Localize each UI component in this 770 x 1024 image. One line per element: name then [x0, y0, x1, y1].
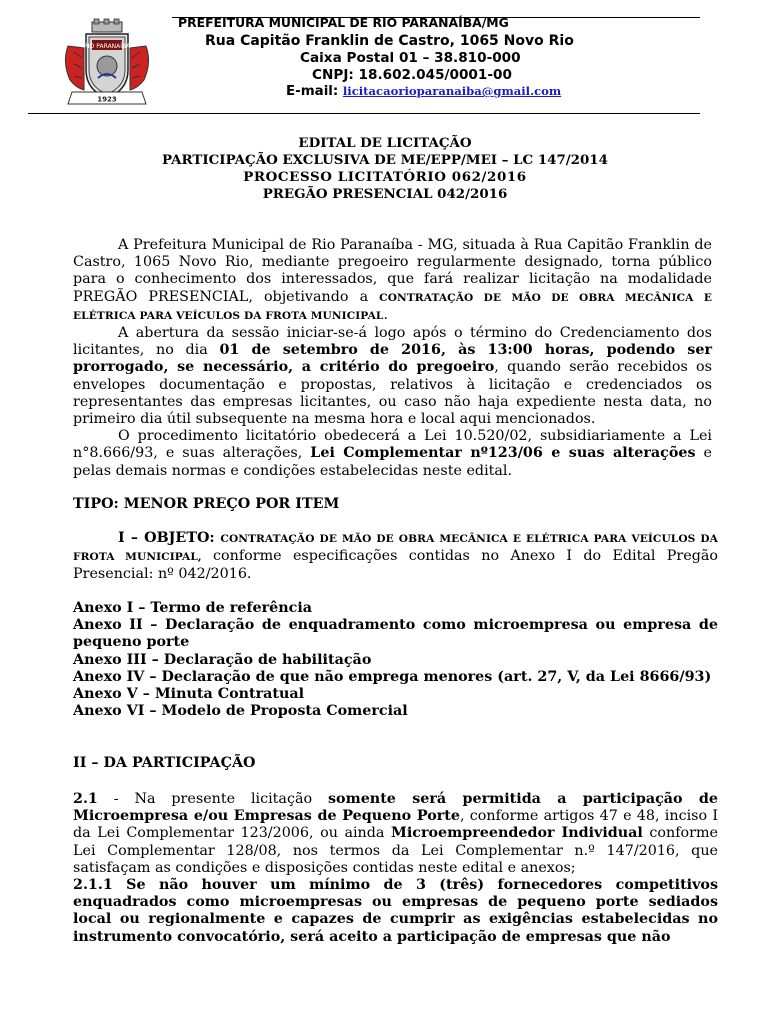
header-caixa-postal: Caixa Postal 01 – 38.810-000	[300, 50, 521, 66]
anexos-list	[73, 600, 718, 720]
intro-p2-bold: 01 de setembro de 2016, às 13:00 horas, podendo ser prorrogado, se necessário, a critério do pregoeiro	[73, 342, 712, 376]
section-2-1-1: 2.1.1 Se não houver um mínimo de 3 (três) fornecedores competitivos enquadrados como microempresas ou empresas de pequeno porte sediados local ou regionalmente e capazes de cumprir as exigências estabelecidas no instrumento convocatório, será aceito a participação de empresas que não	[73, 877, 718, 945]
section-2-1	[73, 791, 718, 877]
intro-p2-start: A abertura da sessão iniciar-se-á logo após o término do Credenciamento dos licitantes, no dia	[73, 325, 712, 359]
intro-paragraph-3	[73, 428, 712, 480]
header-address: Rua Capitão Franklin de Castro, 1065 Novo Rio	[205, 33, 574, 49]
tipo-heading: TIPO: MENOR PREÇO POR ITEM	[73, 496, 340, 512]
header-title: PREFEITURA MUNICIPAL DE RIO PARANAÍBA/MG	[178, 15, 509, 30]
coat-of-arms-icon	[58, 18, 156, 110]
intro-p3-bold: Lei Complementar nº123/06 e suas alterações	[310, 445, 696, 462]
objeto-label: I – OBJETO:	[118, 530, 215, 546]
participacao-section	[73, 791, 718, 946]
anexo-item: Anexo I – Termo de referência	[73, 600, 313, 616]
intro-section	[73, 237, 712, 480]
section-2-1-bold-d: Microempreendedor Individual	[391, 825, 643, 842]
intro-paragraph-1	[73, 237, 712, 325]
participation-title: PARTICIPAÇÃO EXCLUSIVA DE ME/EPP/MEI – LC 147/2014	[162, 152, 608, 168]
intro-p1-end: .	[383, 306, 389, 323]
intro-p1-text: A Prefeitura Municipal de Rio Paranaíba - MG, situada à Rua Capitão Franklin de Castro, 1065 Novo Rio, mediante pregoeiro regularmente designado, torna público para o conhecimento dos interessados, que fará realizar licitação na modalidade PREGÃO PRESENCIAL, objetivando a	[73, 237, 712, 305]
anexo-item: Anexo III – Declaração de habilitação	[73, 651, 372, 668]
intro-p2-end: , quando serão recebidos os envelopes documentação e propostas, relativos à licitação e credenciados os representantes das empresas licitantes, ou caso não haja expediente nesta data, no primeiro dia útil subsequente na mesma hora e local aqui mencionados.	[73, 359, 712, 428]
anexo-item: Anexo VI – Modelo de Proposta Comercial	[73, 703, 408, 720]
anexo-item: Anexo IV – Declaração de que não emprega menores (art. 27, V, da Lei 8666/93)	[73, 668, 712, 685]
intro-p3-end: e pelas demais normas e condições estabelecidas neste edital.	[73, 445, 712, 479]
intro-p1-object: CONTRATAÇÃO DE MÃO DE OBRA MECÂNICA E ELÉTRICA PARA VEÍCULOS DA FROTA MUNICIPAL	[73, 291, 712, 322]
section-2-1-number: 2.1	[73, 791, 98, 807]
email-label: E-mail:	[286, 84, 339, 99]
objeto-bold: CONTRATAÇÃO DE MÃO DE OBRA MECÂNICA E ELÉTRICA PARA VEÍCULOS DA FROTA MUNICIPAL,	[73, 533, 718, 564]
objeto-text: conforme especificações contidas no Anexo I do Edital Pregão Presencial: nº 042/2016.	[73, 548, 718, 583]
header-email-row	[286, 82, 561, 101]
process-number: PROCESSO LICITATÓRIO 062/2016	[243, 169, 527, 185]
edital-title: EDITAL DE LICITAÇÃO	[298, 135, 472, 151]
coat-of-arms-ribbon: 1923	[97, 95, 117, 104]
participacao-heading: II – DA PARTICIPAÇÃO	[73, 755, 256, 771]
coat-of-arms-text: RIO PARANAÍBA	[83, 43, 131, 50]
section-2-1-text-a: - Na presente licitação	[97, 791, 328, 807]
section-2-1-text-e: conforme Lei Complementar 128/08, nos termos da Lei Complementar n.º 147/2016, que satisfaçam as condições e disposições contidas neste edital e anexos;	[73, 825, 718, 876]
objeto-section	[73, 530, 718, 584]
header-bottom-rule	[28, 113, 700, 114]
pregao-number: PREGÃO PRESENCIAL 042/2016	[262, 186, 508, 202]
anexo-item: Anexo II – Declaração de enquadramento como microempresa ou empresa de pequeno porte	[73, 617, 718, 651]
anexo-item: Anexo V – Minuta Contratual	[73, 686, 305, 703]
email-link[interactable]: licitacaorioparanaiba@gmail.com	[342, 84, 562, 98]
header-cnpj: CNPJ: 18.602.045/0001-00	[312, 67, 512, 83]
objeto-paragraph	[73, 530, 718, 584]
intro-p3-start: O procedimento licitatório obedecerá a Lei 10.520/02, subsidiariamente a Lei n°8.666/93, e suas alterações,	[73, 428, 712, 462]
intro-paragraph-2	[73, 325, 712, 428]
section-2-1-bold-b: somente será permitida a participação de Microempresa e/ou Empresas de Pequeno Porte	[73, 791, 718, 825]
section-2-1-text-c: , conforme artigos 47 e 48, inciso I da Lei Complementar 123/2006, ou ainda	[73, 808, 719, 842]
